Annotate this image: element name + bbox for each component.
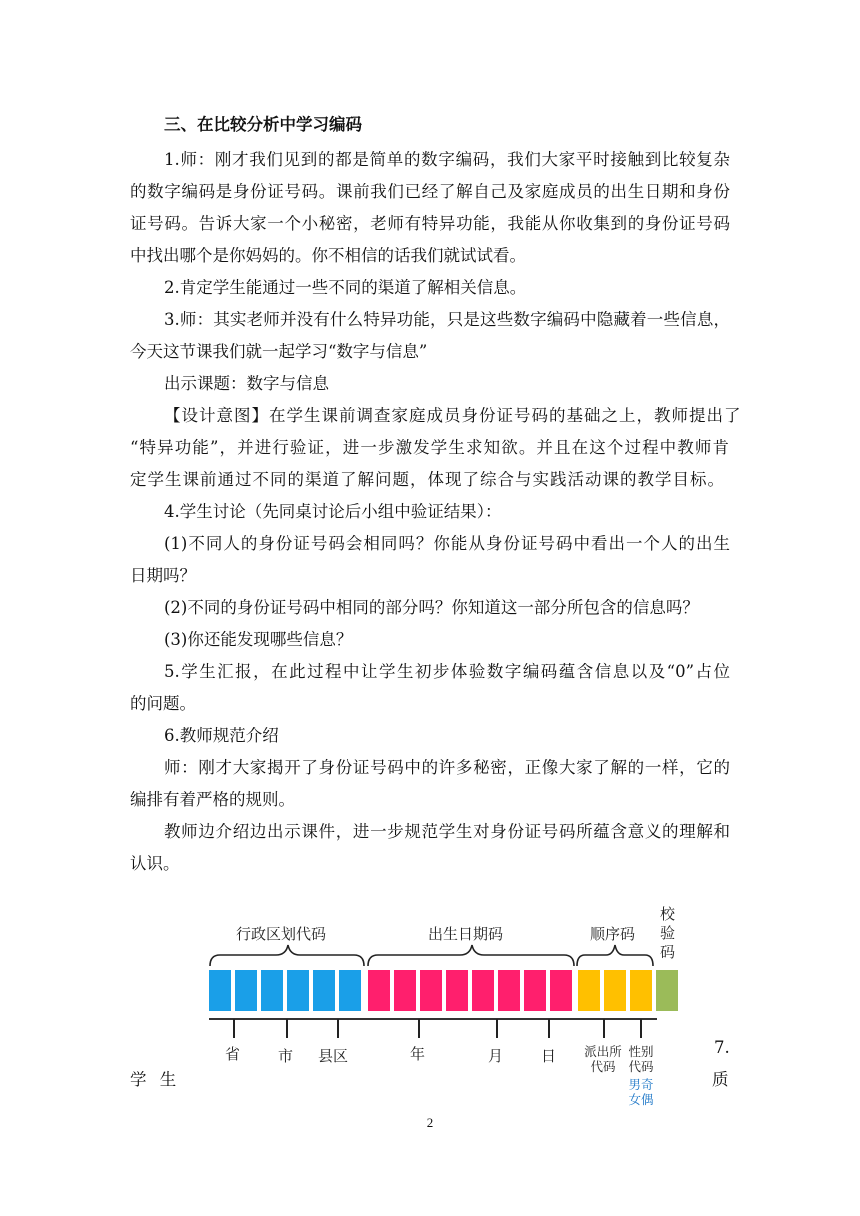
label-birth-code: 出生日期码: [428, 925, 504, 943]
paragraph-7-left: 学 生: [130, 1070, 181, 1089]
question-2: (2)不同的身份证号码中相同的部分吗？你知道这一部分所包含的信息吗？: [164, 598, 699, 617]
paragraph-6: 6.教师规范介绍: [164, 726, 279, 745]
digit-cell-14: [550, 970, 572, 1011]
paragraph-4: 4.学生讨论（先同桌讨论后小组中验证结果）：: [164, 502, 502, 521]
paragraph-5-line-1: 5.学生汇报，在此过程中让学生初步体验数字编码蕴含信息以及“0”占位: [164, 662, 730, 681]
digit-cell-4: [287, 970, 309, 1011]
design-intent-line-2: “特异功能”，并进行验证，进一步激发学生求知欲。并且在这个过程中教师肯: [130, 438, 730, 457]
digit-cell-13: [524, 970, 546, 1011]
tick-county: [337, 1019, 339, 1038]
label-month: 月: [488, 1047, 504, 1065]
paragraph-1-line-2: 的数字编码是身份证号码。课前我们已经了解自己及家庭成员的出生日期和身份: [130, 182, 730, 201]
paragraph-3-line-2: 今天这节课我们就一起学习“数字与信息”: [130, 342, 428, 361]
brace-sequence: [577, 945, 653, 966]
label-gender-note: 男奇女偶: [628, 1077, 654, 1107]
digit-cell-17: [630, 970, 652, 1011]
digit-cell-2: [235, 970, 257, 1011]
lesson-title-line: 出示课题：数字与信息: [164, 374, 329, 393]
design-intent-line-1: 【设计意图】在学生课前调查家庭成员身份证号码的基础之上，教师提出了: [164, 406, 742, 425]
paragraph-7-right: 质: [712, 1070, 729, 1089]
digit-cell-16: [604, 970, 626, 1011]
paragraph-2: 2.肯定学生能通过一些不同的渠道了解相关信息。: [164, 278, 527, 297]
tick-month: [496, 1019, 498, 1038]
digit-cell-18: [656, 970, 678, 1011]
label-province: 省: [225, 1045, 241, 1063]
paragraph-1-line-1: 1.师：刚才我们见到的都是简单的数字编码，我们大家平时接触到比较复杂: [164, 150, 730, 169]
label-police-code: 派出所代码: [584, 1044, 622, 1074]
digit-cell-5: [313, 970, 335, 1011]
label-gender-code: 性别代码: [628, 1044, 654, 1074]
tick-police: [603, 1019, 605, 1038]
tick-year: [418, 1019, 420, 1038]
brace-region: [210, 945, 364, 966]
digit-cell-15: [578, 970, 600, 1011]
page-number: 2: [426, 1115, 434, 1130]
paragraph-6b-line-2: 认识。: [130, 854, 180, 873]
digit-cell-8: [394, 970, 416, 1011]
digit-cell-10: [446, 970, 468, 1011]
paragraph-7-number: 7.: [714, 1038, 730, 1057]
label-sequence-code: 顺序码: [590, 925, 636, 943]
paragraph-3-line-1: 3.师：其实老师并没有什么特异功能，只是这些数字编码中隐藏着一些信息，: [164, 310, 730, 329]
question-1-line-2: 日期吗？: [130, 566, 196, 585]
brace-birth: [368, 945, 574, 966]
label-year: 年: [410, 1045, 426, 1063]
question-1-line-1: (1)不同人的身份证号码会相同吗？你能从身份证号码中看出一个人的出生: [164, 534, 730, 553]
question-3: (3)你还能发现哪些信息？: [164, 630, 353, 649]
label-check-code: 校验码: [660, 905, 676, 961]
label-region-code: 行政区划代码: [236, 925, 327, 943]
digit-cell-3: [261, 970, 283, 1011]
label-city: 市: [278, 1047, 294, 1065]
tick-gender: [640, 1019, 642, 1038]
digit-cell-7: [368, 970, 390, 1011]
section-heading: 三、在比较分析中学习编码: [164, 115, 362, 134]
digit-cell-12: [498, 970, 520, 1011]
digit-cell-11: [472, 970, 494, 1011]
paragraph-6a-line-2: 编排有着严格的规则。: [130, 790, 295, 809]
paragraph-6b-line-1: 教师边介绍边出示课件，进一步规范学生对身份证号码所蕴含意义的理解和: [164, 822, 730, 841]
label-day: 日: [541, 1047, 557, 1065]
digit-cell-6: [339, 970, 361, 1011]
paragraph-5-line-2: 的问题。: [130, 694, 196, 713]
baseline: [209, 1018, 657, 1020]
label-county: 县区: [318, 1047, 349, 1065]
tick-day: [548, 1019, 550, 1038]
digit-cell-9: [420, 970, 442, 1011]
design-intent-line-3: 定学生课前通过不同的渠道了解问题，体现了综合与实践活动课的教学目标。: [130, 470, 725, 489]
paragraph-1-line-3: 证号码。告诉大家一个小秘密，老师有特异功能，我能从你收集到的身份证号码: [130, 214, 730, 233]
digit-cell-1: [209, 970, 231, 1011]
paragraph-1-line-4: 中找出哪个是你妈妈的。你不相信的话我们就试试看。: [130, 246, 526, 265]
tick-province: [233, 1019, 235, 1038]
tick-city: [286, 1019, 288, 1038]
paragraph-6a-line-1: 师：刚才大家揭开了身份证号码中的许多秘密，正像大家了解的一样，它的: [164, 758, 730, 777]
